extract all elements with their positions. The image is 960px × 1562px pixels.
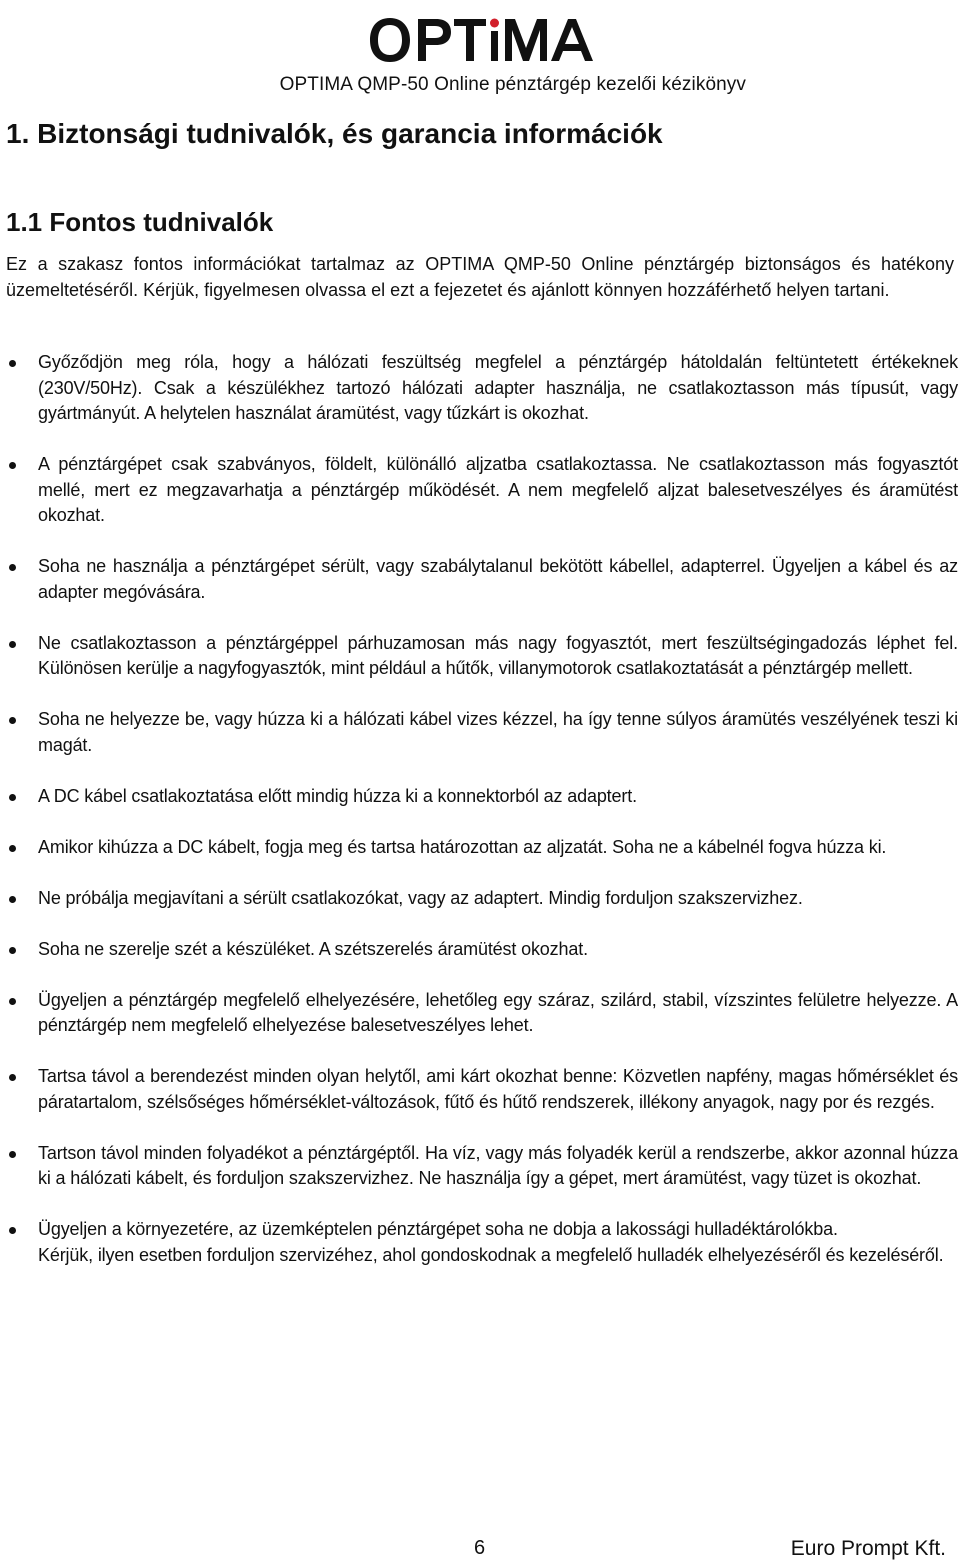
list-item-text: Ne csatlakoztasson a pénztárgéppel párhuzamosan más nagy fogyasztót, mert feszültségingadozás léphet fel. Különösen kerülje a nagyfogyasztók, mint például a hűtők, villanymotorok csatlakoztatását a pénztárgép mellett. xyxy=(38,632,958,678)
list-item-extra-text: Kérjük, ilyen esetben forduljon szervizéhez, ahol gondoskodnak a megfelelő hulladék elhelyezéséről és kezeléséről. xyxy=(38,1244,944,1265)
list-item xyxy=(0,452,958,529)
bullet-icon xyxy=(9,1151,16,1158)
list-item-text: Tartsa távol a berendezést minden olyan helytől, ami kárt okozhat benne: Közvetlen napfény, magas hőmérséklet és páratartalom, szélsőséges hőmérséklet-változások, fűtő és hűtő rendszerek, illékony anyagok, nagy por és rezgés. xyxy=(38,1066,958,1112)
intro-paragraph: Ez a szakasz fontos információkat tartalmaz az OPTIMA QMP-50 Online pénztárgép biztonságos és hatékony üzemeltetéséről. Kérjük, figyelmesen olvassa el ezt a fejezetet és ajánlott könnyen hozzáférhető helyen tartani. xyxy=(6,254,954,300)
list-item-text: Soha ne használja a pénztárgépet sérült, vagy szabálytalanul bekötött kábellel, adapterrel. Ügyeljen a kábel és az adapter megóvására. xyxy=(38,556,958,602)
document-header: OPTIMA QMP-50 Online pénztárgép kezelői kézikönyv xyxy=(279,74,746,95)
bullet-icon xyxy=(9,1074,16,1081)
list-item-text: Tartson távol minden folyadékot a pénztárgéptől. Ha víz, vagy más folyadék kerül a rendszerbe, akkor azonnal húzza ki a hálózati kábelt, és forduljon szakszervizhez. Ne használja így a gépet, mert áramütést, vagy tüzet is okozhat. xyxy=(38,1142,958,1188)
list-item xyxy=(0,350,958,427)
list-item-text: Győződjön meg róla, hogy a hálózati feszültség megfelel a pénztárgép hátoldalán feltüntetett értékeknek (230V/50Hz). Csak a készülékhez tartozó hálózati adapter használja, ne csatlakoztasson más típusút, vagy gyártmányút. A helytelen használat áramütést, vagy tűzkárt is okozhat. xyxy=(38,352,958,423)
list-item-text: Soha ne helyezze be, vagy húzza ki a hálózati kábel vizes kézzel, ha így tenne súlyos áramütés veszélyének teszi ki magát. xyxy=(38,709,958,755)
page-number: 6 xyxy=(474,1537,486,1559)
bullet-icon xyxy=(9,564,16,571)
bullet-icon xyxy=(9,896,16,903)
bullet-icon xyxy=(9,845,16,852)
list-item-text: Ügyeljen a környezetére, az üzemképtelen pénztárgépet soha ne dobja a lakossági hulladéktárolókba. xyxy=(38,1219,838,1239)
list-item xyxy=(0,937,958,963)
list-item xyxy=(0,1217,958,1268)
footer-company: Euro Prompt Kft. xyxy=(790,1537,946,1560)
list-item xyxy=(0,1141,958,1192)
list-item-text: Ügyeljen a pénztárgép megfelelő elhelyezésére, lehetőleg egy száraz, szilárd, stabil, vízszintes felületre helyezze. A pénztárgép nem megfelelő elhelyezése balesetveszélyes lehet. xyxy=(38,989,958,1035)
list-item xyxy=(0,707,958,758)
list-item-text: Ne próbálja megjavítani a sérült csatlakozókat, vagy az adaptert. Mindig forduljon szakszervizhez. xyxy=(38,887,803,908)
list-item xyxy=(0,835,958,861)
optima-logo xyxy=(368,4,594,68)
bullet-icon xyxy=(9,794,16,801)
list-item-text: Soha ne szerelje szét a készüléket. A szétszerelés áramütést okozhat. xyxy=(38,938,588,959)
list-item xyxy=(0,988,958,1039)
bullet-icon xyxy=(9,641,16,648)
chapter-title: 1. Biztonsági tudnivalók, és garancia információk xyxy=(6,118,663,149)
list-item xyxy=(0,784,958,810)
list-item xyxy=(0,554,958,605)
safety-list xyxy=(0,350,960,1294)
bullet-icon xyxy=(9,462,16,469)
bullet-icon xyxy=(9,947,16,954)
list-item-text: A pénztárgépet csak szabványos, földelt, különálló aljzatba csatlakoztassa. Ne csatlakoztasson más fogyasztót mellé, mert ez megzavarhatja a pénztárgép működését. A nem megfelelő aljzat balesetveszélyes és áramütést okozhat. xyxy=(38,454,958,525)
list-item xyxy=(0,1064,958,1115)
list-item xyxy=(0,886,958,912)
bullet-icon xyxy=(9,360,16,367)
list-item-text: A DC kábel csatlakoztatása előtt mindig húzza ki a konnektorból az adaptert. xyxy=(38,785,637,806)
bullet-icon xyxy=(9,998,16,1005)
section-heading: 1.1 Fontos tudnivalók xyxy=(6,207,274,237)
bullet-icon xyxy=(9,1227,16,1234)
bullet-icon xyxy=(9,717,16,724)
list-item xyxy=(0,631,958,682)
list-item-text: Amikor kihúzza a DC kábelt, fogja meg és tartsa határozottan az aljzatát. Soha ne a kábelnél fogva húzza ki. xyxy=(38,836,887,857)
